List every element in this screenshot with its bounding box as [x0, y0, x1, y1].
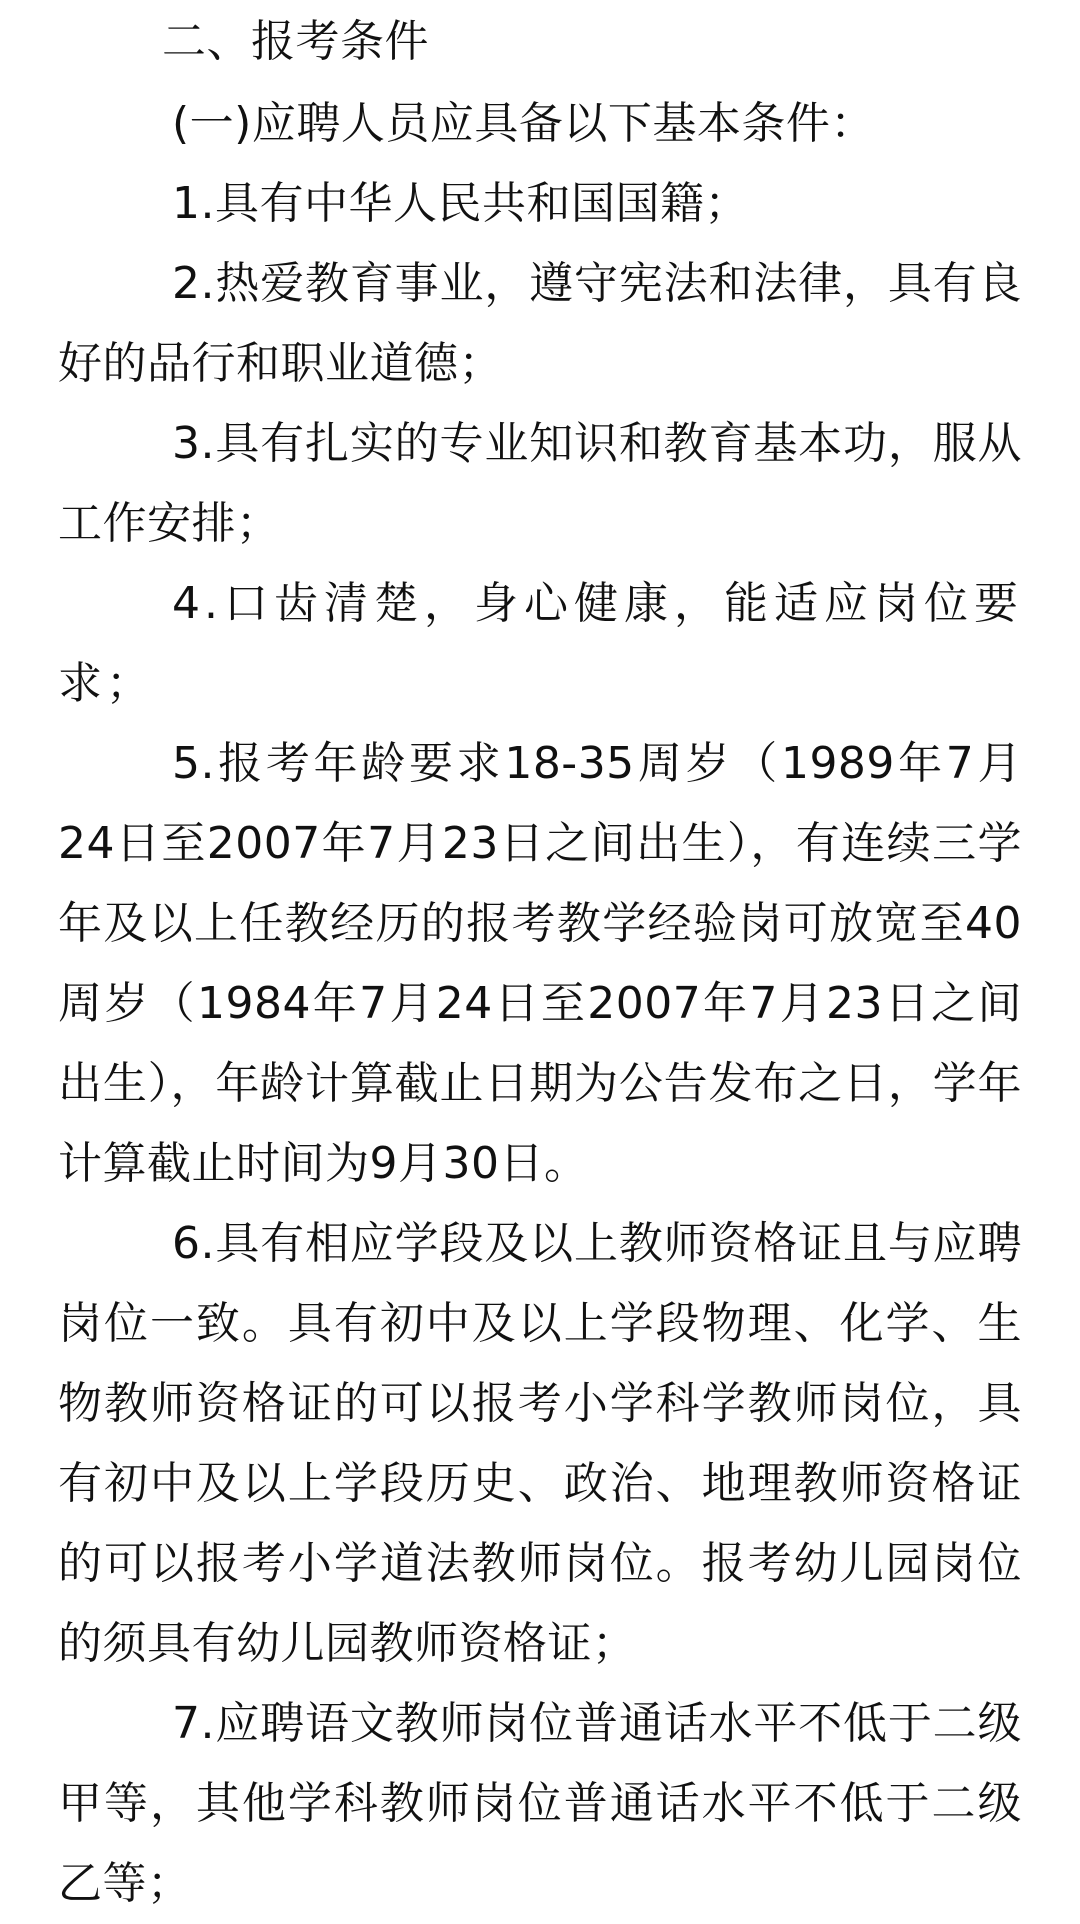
paragraph-condition-7: 7.应聘语文教师岗位普通话水平不低于二级甲等，其他学科教师岗位普通话水平不低于二级乙等； — [58, 1698, 1022, 1909]
paragraph-condition-4: 4.口齿清楚，身心健康，能适应岗位要求； — [58, 578, 1022, 709]
paragraph-condition-3: 3.具有扎实的专业知识和教育基本功，服从工作安排； — [58, 418, 1022, 549]
paragraph-condition-6: 6.具有相应学段及以上教师资格证且与应聘岗位一致。具有初中及以上学段物理、化学、生物教师资格证的可以报考小学科学教师岗位，具有初中及以上学段历史、政治、地理教师资格证的可以报考小学道法教师岗位。报考幼儿园岗位的须具有幼儿园教师资格证； — [58, 1218, 1022, 1669]
paragraph-basic-conditions: (一)应聘人员应具备以下基本条件： — [172, 98, 875, 149]
section-heading: 二、报考条件 — [162, 16, 429, 67]
paragraph-condition-5: 5.报考年龄要求18-35周岁（1989年7月24日至2007年7月23日之间出生），有连续三学年及以上任教经历的报考教学经验岗可放宽至40周岁（1984年7月24日至2007年7月23日之间出生），年龄计算截止日期为公告发布之日，学年计算截止时间为9月30日。 — [58, 738, 1022, 1189]
paragraph-condition-2: 2.热爱教育事业，遵守宪法和法律，具有良好的品行和职业道德； — [58, 258, 1022, 389]
paragraph-condition-1: 1.具有中华人民共和国国籍； — [172, 178, 749, 229]
